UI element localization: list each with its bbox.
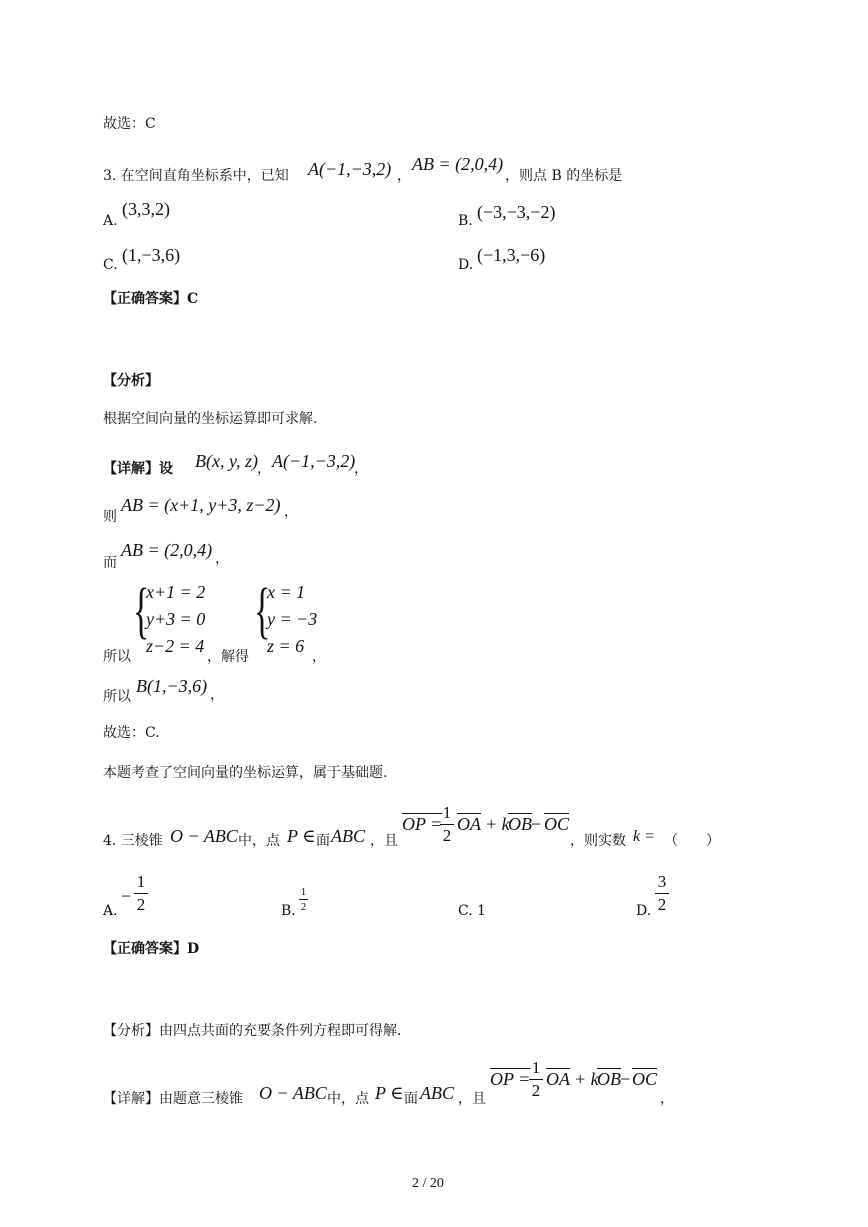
q3-system1-eq3: z−2 = 4	[146, 636, 205, 656]
q4-option-b-fraction	[299, 886, 308, 913]
q4-detail-mid: 中，点	[327, 1091, 369, 1107]
q4-option-d-label: D.	[636, 903, 652, 919]
q3-solve-text: ，解得	[207, 649, 249, 665]
q4-eq-oa: $\overline{OA}$	[457, 814, 481, 834]
q4-eq-plus-k: + k	[485, 814, 510, 834]
q3-choose: 故选：C.	[103, 725, 160, 741]
q3-detail-label	[103, 462, 173, 476]
q4-detail-prefix: 【详解】由题意三棱锥	[103, 1091, 243, 1107]
q4-detail-oa: $\overline{OA}$	[546, 1069, 570, 1089]
q4-eq-bar	[440, 824, 454, 825]
q3-option-b-value: (−3,−3,−2)	[477, 202, 556, 222]
q4-eq-fraction	[440, 803, 454, 846]
q3-so2-comma: ，	[210, 687, 224, 703]
q4-option-b-num: 1	[300, 886, 307, 898]
q4-option-a-label: A.	[103, 903, 118, 919]
q4-paren: （ ）	[664, 833, 720, 849]
q3-then-expr: AB = (x+1, y+3, z−2)	[121, 495, 281, 515]
q3-so-prefix: 所以	[103, 649, 131, 665]
q4-detail-plus-k: + k	[574, 1069, 599, 1089]
q3-option-a-label: A.	[103, 213, 118, 229]
q3-option-c-label: C.	[103, 257, 118, 273]
page-number: 2 / 20	[412, 1176, 444, 1191]
q4-detail-p-in: P ∈	[375, 1083, 404, 1103]
q3-analysis-text: 根据空间向量的坐标运算即可求解.	[103, 411, 318, 427]
q4-option-a-num: 1	[136, 872, 146, 891]
q3-option-b-label: B.	[458, 213, 473, 229]
q4-detail-den: 2	[531, 1081, 541, 1100]
q4-option-d-num: 3	[657, 872, 667, 891]
q4-option-d-fraction	[655, 872, 669, 915]
q4-option-a-sign: −	[121, 886, 132, 906]
q3-system2-eq2: y = −3	[267, 609, 318, 629]
q3-option-d-value: (−1,3,−6)	[477, 245, 546, 265]
q3-stem-prefix: 3. 在空间直角坐标系中，已知	[103, 168, 289, 184]
q4-detail-tetra: O − ABC	[259, 1083, 327, 1103]
q4-eq-num: 1	[442, 803, 452, 822]
q4-option-d-den: 2	[657, 895, 667, 914]
q4-stem-prefix: 4. 三棱锥	[103, 833, 163, 849]
q4-option-a-bar	[134, 893, 148, 894]
q3-detail-a: A(−1,−3,2)	[272, 451, 356, 471]
q3-system1-eq2: y+3 = 0	[146, 609, 206, 629]
q3-option-c-value: (1,−3,6)	[122, 245, 181, 265]
q4-detail-oc: $\overline{OC}$	[632, 1069, 658, 1089]
q4-eq-oc: $\overline{OC}$	[544, 814, 570, 834]
q4-detail-ob: $\overline{OB}$	[597, 1069, 621, 1089]
q4-eq-left: OP =	[402, 814, 443, 834]
q4-mid: 中，点	[238, 833, 280, 849]
q3-detail-comma: ，	[257, 461, 271, 477]
q3-system1-brace: {	[133, 577, 150, 645]
q4-and: ，且	[370, 833, 398, 849]
q4-k-eq: k =	[633, 828, 655, 845]
q3-and-comma: ，	[215, 551, 229, 567]
q3-comma: ，	[397, 168, 411, 184]
q4-detail-end: ，	[660, 1091, 674, 1107]
q3-stem	[103, 169, 289, 183]
q4-option-c-label: C.	[458, 903, 473, 919]
q4-option-a-den: 2	[136, 895, 146, 914]
q4-detail-eq-op: OP =	[490, 1069, 531, 1089]
q4-detail-num: 1	[531, 1058, 541, 1077]
q3-system-comma: ，	[312, 649, 326, 665]
q4-detail-and: ，且	[458, 1091, 486, 1107]
q4-option-b-den: 2	[300, 901, 307, 913]
q3-detail-comma2: ，	[354, 461, 368, 477]
q4-plane: 面	[316, 833, 330, 849]
q4-abc: ABC	[331, 826, 365, 846]
q3-and-prefix: 而	[103, 555, 117, 571]
q4-option-b-bar	[299, 899, 308, 900]
previous-answer-line: 故选：C	[103, 116, 156, 132]
q3-system2-eq3: z = 6	[267, 636, 305, 656]
q4-option-b-label: B.	[281, 903, 296, 919]
q3-analysis-title: 【分析】	[103, 373, 159, 389]
q3-detail-b: B(x, y, z)	[195, 451, 258, 471]
q4-answer: 【正确答案】D	[103, 941, 200, 957]
q3-then-prefix: 则	[103, 509, 117, 525]
q3-detail-label-text: 【详解】设	[103, 461, 173, 477]
q4-option-a-fraction	[134, 872, 148, 915]
q3-and-expr: AB = (2,0,4)	[121, 540, 213, 560]
q4-detail-plane: 面	[404, 1091, 418, 1107]
q4-option-c-value: 1	[477, 903, 486, 919]
q3-summary: 本题考查了空间向量的坐标运算，属于基础题.	[103, 765, 388, 781]
q4-tail: ，则实数	[570, 833, 626, 849]
q4-analysis: 【分析】由四点共面的充要条件列方程即可得解.	[103, 1023, 402, 1039]
q3-point-a: A(−1,−3,2)	[308, 159, 392, 179]
q3-system1-eq1: x+1 = 2	[146, 582, 206, 602]
q3-option-a-value: (3,3,2)	[122, 199, 170, 219]
q3-then-comma: ，	[284, 504, 298, 520]
q3-system2-brace: {	[254, 577, 271, 645]
q4-detail-abc: ABC	[420, 1083, 454, 1103]
q4-detail-fraction	[529, 1058, 543, 1101]
q3-system2-eq1: x = 1	[267, 582, 306, 602]
q4-eq-minus: −	[531, 814, 542, 834]
q4-tetra: O − ABC	[170, 826, 238, 846]
q3-vector-ab: AB = (2,0,4)	[412, 154, 504, 174]
q4-eq-op	[402, 815, 442, 833]
q4-option-d-bar	[655, 893, 669, 894]
q3-option-d-label: D.	[458, 257, 474, 273]
q4-eq-den: 2	[442, 826, 452, 845]
q3-so2-expr: B(1,−3,6)	[136, 676, 208, 696]
q4-eq-ob: $\overline{OB}$	[508, 814, 532, 834]
q3-so2-prefix: 所以	[103, 689, 131, 705]
q3-stem-suffix: ，则点 B 的坐标是	[505, 168, 623, 184]
q4-detail-minus: −	[620, 1069, 631, 1089]
q4-p-in: P ∈	[287, 826, 316, 846]
q3-answer: 【正确答案】C	[103, 291, 199, 307]
q4-detail-bar	[529, 1079, 543, 1080]
